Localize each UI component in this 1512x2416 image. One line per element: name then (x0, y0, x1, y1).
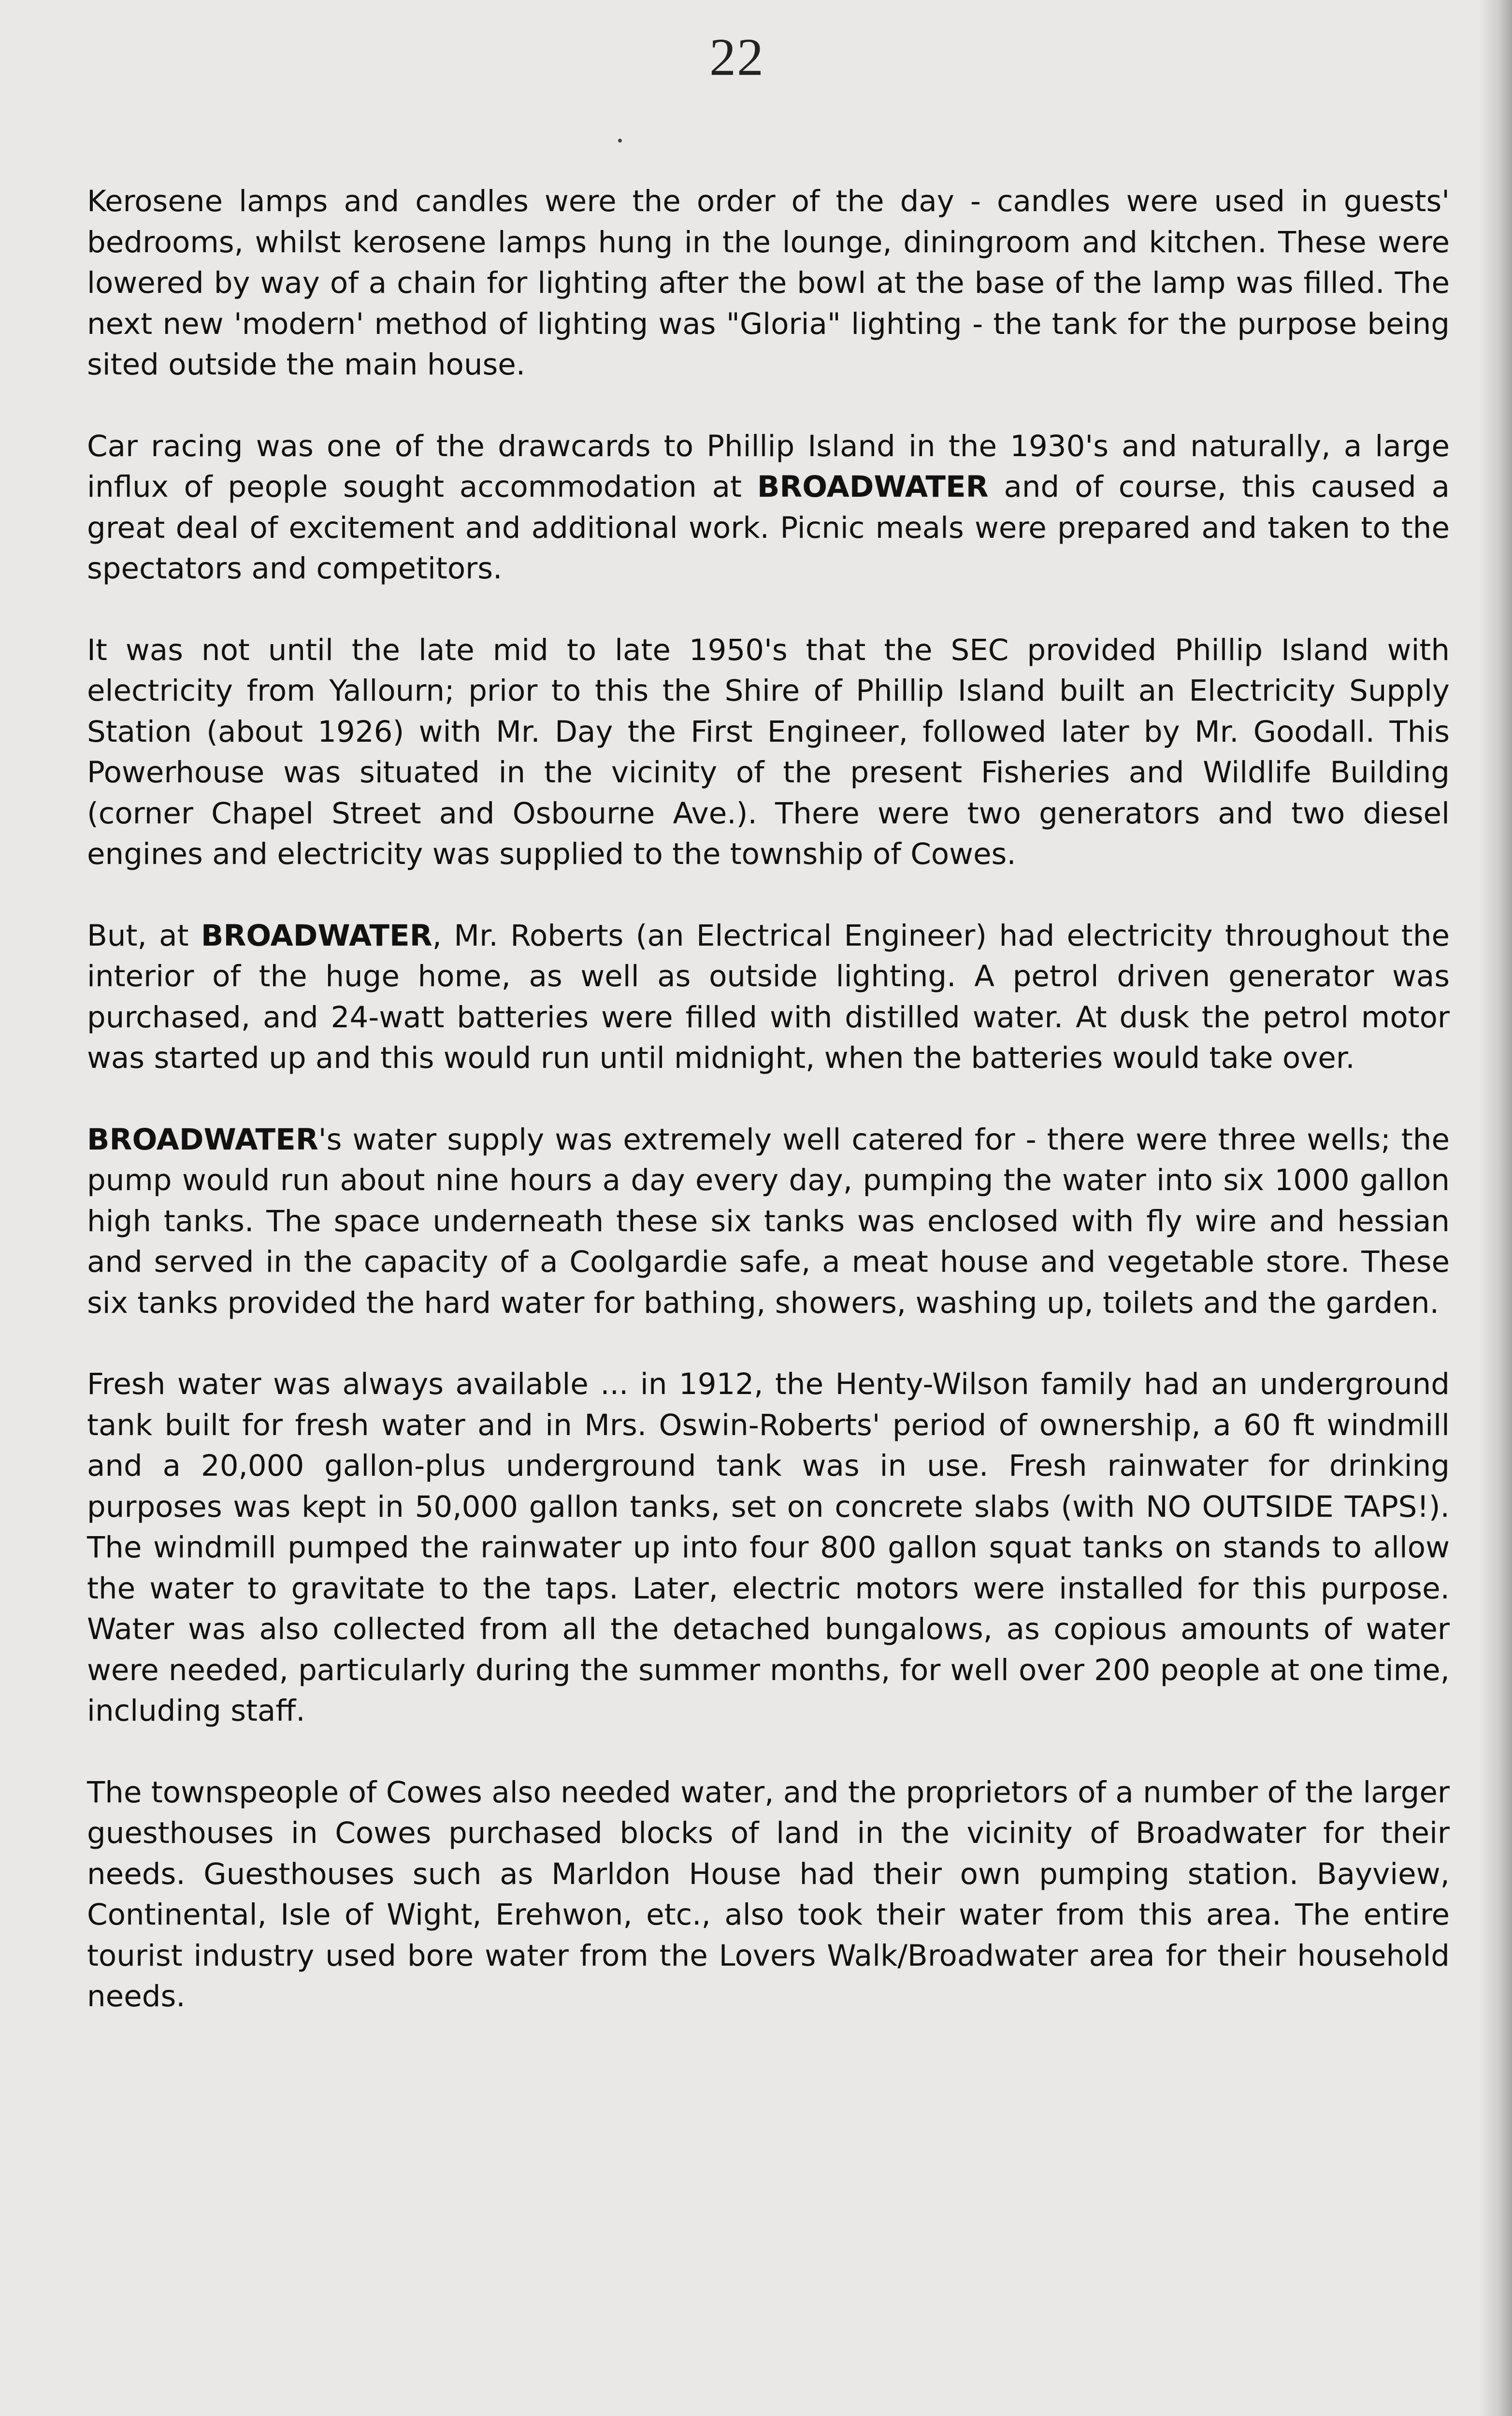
broadwater-emphasis: BROADWATER (757, 470, 989, 504)
paragraph-water-supply-text: 's water supply was extremely well catered for - there were three wells; the pump would run about nine hours a day every day, pumping the water into six 1000 gallon high tanks. The space underneath these six tanks was enclosed with fly wire and hessian and served in the capacity of a Coolgardie safe, a meat house and vegetable store. These six tanks provided the hard water for bathing, showers, washing up, toilets and the garden. (87, 1122, 1450, 1320)
paragraph-generator-text-b: , Mr. Roberts (an Electrical Engineer) had electricity throughout the interior of the huge home, as well as outside lighting. A petrol driven generator was purchased, and 24-watt batteries were filled with distilled water. At dusk the petrol motor was started up and this would run until midnight, when the batteries would take over. (87, 918, 1450, 1075)
paragraph-lighting-text: Kerosene lamps and candles were the order of the day - candles were used in guests' bedrooms, whilst kerosene lamps hung in the lounge, diningroom and kitchen. These were lowered by way of a chain for lighting after the bowl at the base of the lamp was filled. The next new 'modern' method of lighting was "Gloria" lighting - the tank for the purpose being sited outside the main house. (87, 184, 1450, 382)
broadwater-emphasis: BROADWATER (201, 918, 432, 953)
broadwater-possessive-emphasis: BROADWATER (87, 1122, 318, 1157)
paragraph-electricity (87, 630, 1450, 875)
paragraph-lighting (87, 181, 1450, 386)
paragraph-generator (87, 916, 1450, 1079)
print-speck (618, 139, 622, 143)
paragraph-car-racing-text-b: and of course, this caused a great deal of excitement and additional work. Picnic meals were prepared and taken to the spectators and competitors. (87, 470, 1450, 586)
page-number: 22 (709, 28, 764, 86)
paragraph-fresh-water (87, 1364, 1450, 1732)
paragraph-car-racing (87, 426, 1450, 590)
paragraph-generator-text-a: But, at (87, 918, 189, 953)
body-text (87, 181, 1450, 2058)
paragraph-townspeople (87, 1772, 1450, 2017)
paragraph-car-racing-text-a: Car racing was one of the drawcards to Phillip Island in the 1930's and naturally, a large influx of people sought accommodation at (87, 429, 1450, 504)
paragraph-townspeople-text: The townspeople of Cowes also needed water, and the proprietors of a number of the larger guesthouses in Cowes purchased blocks of land in the vicinity of Broadwater for their needs. Guesthouses such as Marldon House had their own pumping station. Bayview, Continental, Isle of Wight, Erehwon, etc., also took their water from this area. The entire tourist industry used bore water from the Lovers Walk/Broadwater area for their household needs. (87, 1775, 1450, 2013)
paragraph-fresh-water-text: Fresh water was always available ... in 1912, the Henty-Wilson family had an underground tank built for fresh water and in Mrs. Oswin-Roberts' period of ownership, a 60 ft windmill and a 20,000 gallon-plus underground tank was in use. Fresh rainwater for drinking purposes was kept in 50,000 gallon tanks, set on concrete slabs (with NO OUTSIDE TAPS!). The windmill pumped the rainwater up into four 800 gallon squat tanks on stands to allow the water to gravitate to the taps. Later, electric motors were installed for this purpose. Water was also collected from all the detached bungalows, as copious amounts of water were needed, particularly during the summer months, for well over 200 people at one time, including staff. (87, 1367, 1450, 1728)
page-edge-shadow (1478, 0, 1512, 2416)
paragraph-water-supply (87, 1120, 1450, 1324)
paragraph-electricity-text: It was not until the late mid to late 1950's that the SEC provided Phillip Island with electricity from Yallourn; prior to this the Shire of Phillip Island built an Electricity Supply Station (about 1926) with Mr. Day the First Engineer, followed later by Mr. Goodall. This Powerhouse was situated in the vicinity of the present Fisheries and Wildlife Building (corner Chapel Street and Osbourne Ave.). There were two generators and two diesel engines and electricity was supplied to the township of Cowes. (87, 633, 1450, 871)
